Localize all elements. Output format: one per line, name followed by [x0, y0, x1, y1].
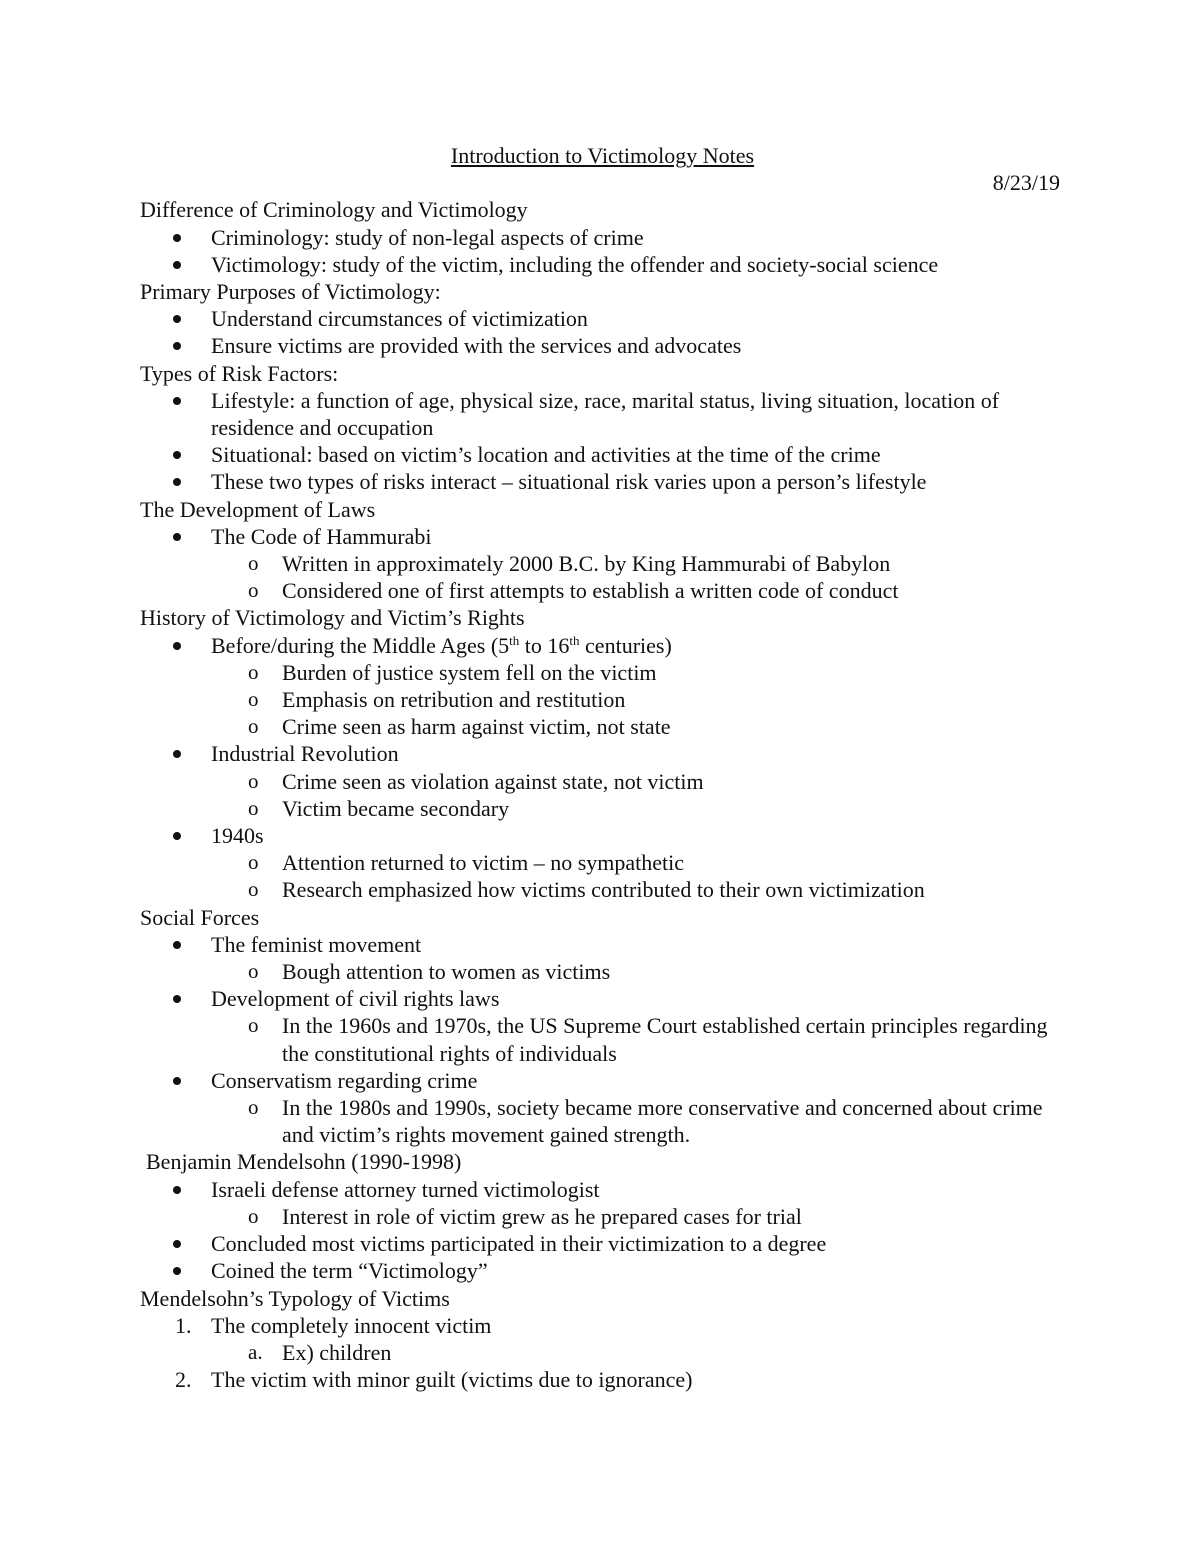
list-item: Criminology: study of non-legal aspects of crime — [140, 224, 1065, 251]
numbered-list — [140, 1312, 1065, 1339]
circle-bullet-icon: o — [248, 578, 259, 603]
sub-bullet-list — [140, 768, 1065, 822]
section-heading: Difference of Criminology and Victimology — [140, 197, 528, 223]
list-item: 1940s — [140, 822, 1065, 849]
document-page — [140, 142, 1065, 1393]
bullet-icon — [173, 1267, 181, 1275]
list-item: Israeli defense attorney turned victimologist — [140, 1176, 1065, 1203]
sub-list-item: o In the 1960s and 1970s, the US Supreme Court established certain principles regarding the constitutional rights of individuals — [248, 1013, 1048, 1066]
bullet-icon — [173, 478, 181, 486]
bullet-icon — [173, 995, 181, 1003]
list-item: Development of civil rights laws — [140, 985, 1065, 1012]
bullet-icon — [173, 832, 181, 840]
circle-bullet-icon: o — [248, 1095, 259, 1120]
bullet-icon — [173, 261, 181, 269]
list-item: Before/during the Middle Ages (5th to 16th centuries) — [140, 632, 1065, 659]
bullet-icon — [173, 533, 181, 541]
bullet-icon — [173, 1077, 181, 1085]
list-item: The feminist movement — [140, 931, 1065, 958]
sub-list-item: o Written in approximately 2000 B.C. by King Hammurabi of Babylon — [248, 551, 891, 577]
bullet-list — [140, 985, 1065, 1012]
circle-bullet-icon: o — [248, 768, 259, 793]
section-heading: Benjamin Mendelsohn (1990-1998) — [146, 1149, 462, 1175]
bullet-icon — [173, 642, 181, 650]
bullet-list — [140, 1176, 1065, 1203]
sub-list-item: o Attention returned to victim – no sympathetic — [248, 850, 685, 876]
bullet-list — [140, 632, 1065, 659]
bullet-list — [140, 822, 1065, 849]
bullet-icon — [173, 1240, 181, 1248]
sub-list-item: o Interest in role of victim grew as he prepared cases for trial — [248, 1203, 802, 1229]
bullet-icon — [173, 941, 181, 949]
bullet-icon — [173, 1186, 181, 1194]
bullet-icon — [173, 315, 181, 323]
bullet-list — [140, 224, 1065, 278]
sub-list-item: o Considered one of first attempts to establish a written code of conduct — [248, 578, 899, 604]
section-heading: Types of Risk Factors: — [140, 360, 339, 386]
circle-bullet-icon: o — [248, 959, 259, 984]
list-item: Situational: based on victim’s location and activities at the time of the crime — [140, 441, 1065, 468]
list-item: Conservatism regarding crime — [140, 1067, 1065, 1094]
bullet-list — [140, 931, 1065, 958]
page-title: Introduction to Victimology Notes — [450, 143, 755, 168]
item-number: 1. — [175, 1312, 192, 1338]
list-item: These two types of risks interact – situational risk varies upon a person’s lifestyle — [140, 468, 1065, 495]
list-item: Victimology: study of the victim, including the offender and society-social science — [140, 251, 1065, 278]
list-item: Concluded most victims participated in their victimization to a degree — [140, 1230, 1065, 1257]
circle-bullet-icon: o — [248, 659, 259, 684]
sub-bullet-list — [140, 659, 1065, 741]
circle-bullet-icon: o — [248, 877, 259, 902]
numbered-item: 1. The completely innocent victim — [175, 1312, 492, 1338]
sub-list-item: o Burden of justice system fell on the victim — [248, 659, 657, 685]
section-heading: History of Victimology and Victim’s Rights — [140, 605, 525, 631]
circle-bullet-icon: o — [248, 850, 259, 875]
bullet-icon — [173, 342, 181, 350]
circle-bullet-icon: o — [248, 687, 259, 712]
circle-bullet-icon: o — [248, 1013, 259, 1038]
lettered-list — [140, 1339, 1065, 1366]
section-heading: Primary Purposes of Victimology: — [140, 278, 441, 304]
lettered-item: a. Ex) children — [248, 1339, 392, 1365]
sub-list-item: o Victim became secondary — [248, 795, 510, 821]
bullet-list — [140, 1230, 1065, 1284]
page-date: 8/23/19 — [992, 170, 1060, 196]
sub-list-item: o Research emphasized how victims contributed to their own victimization — [248, 877, 925, 903]
section-heading: Mendelsohn’s Typology of Victims — [140, 1285, 450, 1311]
section-heading: The Development of Laws — [140, 496, 376, 522]
circle-bullet-icon: o — [248, 1203, 259, 1228]
sub-bullet-list — [140, 1012, 1065, 1066]
list-item: Ensure victims are provided with the services and advocates — [140, 332, 1065, 359]
list-item: The Code of Hammurabi — [140, 523, 1065, 550]
sub-list-item: o Emphasis on retribution and restitution — [248, 687, 626, 713]
sub-bullet-list — [140, 550, 1065, 604]
sub-list-item: o Crime seen as violation against state, not victim — [248, 768, 704, 794]
numbered-list — [140, 1366, 1065, 1393]
section-heading: Social Forces — [140, 904, 260, 930]
bullet-icon — [173, 750, 181, 758]
list-item: Understand circumstances of victimization — [140, 305, 1065, 332]
bullet-icon — [173, 234, 181, 242]
sub-bullet-list — [140, 1203, 1065, 1230]
list-item: Industrial Revolution — [140, 740, 1065, 767]
bullet-icon — [173, 451, 181, 459]
bullet-list — [140, 1067, 1065, 1094]
sub-bullet-list — [140, 958, 1065, 985]
circle-bullet-icon: o — [248, 551, 259, 576]
circle-bullet-icon: o — [248, 714, 259, 739]
sub-list-item: o Bough attention to women as victims — [248, 959, 611, 985]
bullet-list — [140, 305, 1065, 359]
bullet-list — [140, 740, 1065, 767]
numbered-item: 2. The victim with minor guilt (victims due to ignorance) — [175, 1367, 693, 1393]
item-number: 2. — [175, 1367, 192, 1393]
list-item: Coined the term “Victimology” — [140, 1257, 1065, 1284]
sub-list-item: o In the 1980s and 1990s, society became more conservative and concerned about crime and victim’s rights movement gained strength. — [248, 1095, 1043, 1148]
sub-bullet-list — [140, 849, 1065, 903]
sub-bullet-list — [140, 1094, 1065, 1148]
item-letter: a. — [248, 1339, 263, 1364]
bullet-list — [140, 523, 1065, 550]
bullet-icon — [173, 397, 181, 405]
bullet-list — [140, 387, 1065, 496]
sub-list-item: o Crime seen as harm against victim, not state — [248, 714, 671, 740]
circle-bullet-icon: o — [248, 795, 259, 820]
list-item: Lifestyle: a function of age, physical size, race, marital status, living situation, location of residence and occupation — [140, 387, 1065, 441]
